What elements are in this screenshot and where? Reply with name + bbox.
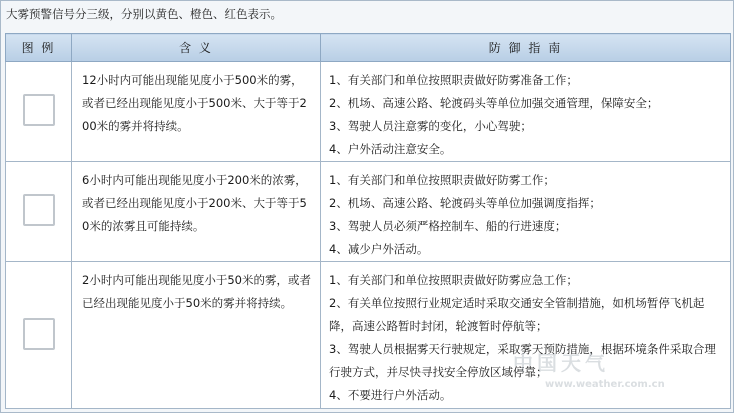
guide-item: 3、驾驶人员必须严格控制车、船的行进速度； (329, 219, 567, 233)
icon-cell (6, 62, 72, 162)
guide-item: 1、有关部门和单位按照职责做好防雾准备工作； (329, 73, 578, 87)
icon-cell (6, 162, 72, 262)
watermark-text: 中国天气 (513, 351, 609, 375)
signal-big-text: 大雾 (26, 97, 35, 114)
signal-big-text: 大雾 (26, 197, 35, 214)
fog-orange-signal-icon (23, 194, 55, 226)
guide-item: 4、户外活动注意安全。 (329, 142, 452, 156)
header-icon: 图 例 (6, 34, 72, 62)
header-meaning: 含 义 (72, 34, 321, 62)
meaning-cell (72, 162, 321, 262)
intro-text: 大雾预警信号分三级，分别以黄色、橙色、红色表示。 (6, 7, 282, 21)
watermark-url: www.weather.com.cn (545, 379, 665, 390)
guide-item: 2、有关单位按照行业规定适时采取交通安全管制措施，如机场暂停飞机起降，高速公路暂时封闭，轮渡暂时停航等； (329, 296, 705, 333)
icon-cell (6, 262, 72, 409)
table-header-row (6, 34, 731, 62)
fog-warning-table (5, 33, 731, 409)
header-guide: 防 御 指 南 (321, 34, 731, 62)
guide-item: 3、驾驶人员注意雾的变化，小心驾驶； (329, 119, 532, 133)
guide-cell (321, 262, 731, 409)
guide-item: 4、不要进行户外活动。 (329, 388, 452, 402)
signal-big-text: 大雾 (26, 320, 35, 338)
meaning-text: 2小时内可能出现能见度小于50米的雾，或者已经出现能见度小于50米的雾并将持续。 (82, 273, 311, 310)
meaning-cell (72, 62, 321, 162)
meaning-text: 12小时内可能出现能见度小于500米的雾，或者已经出现能见度小于500米、大于等于200米的雾并将持续。 (82, 73, 307, 133)
meaning-cell (72, 262, 321, 409)
guide-item: 1、有关部门和单位按照职责做好防雾工作； (329, 173, 555, 187)
guide-item: 1、有关部门和单位按照职责做好防雾应急工作； (329, 273, 578, 287)
guide-item: 2、机场、高速公路、轮渡码头等单位加强调度指挥； (329, 196, 601, 210)
guide-cell (321, 62, 731, 162)
guide-item: 4、减少户外活动。 (329, 242, 429, 256)
table-row-yellow (6, 62, 731, 162)
guide-cell (321, 162, 731, 262)
guide-item: 2、机场、高速公路、轮渡码头等单位加强交通管理，保障安全； (329, 96, 659, 110)
fog-yellow-signal-icon (23, 94, 55, 126)
guide-item: 3、驾驶人员根据雾天行驶规定，采取雾天预防措施，根据环境条件采取合理行驶方式，并尽快寻找安全停放区域停靠； (329, 342, 716, 379)
meaning-text: 6小时内可能出现能见度小于200米的浓雾，或者已经出现能见度小于200米、大于等于50米的浓雾且可能持续。 (82, 173, 307, 233)
fog-red-signal-icon (23, 318, 55, 350)
table-row-orange (6, 162, 731, 262)
